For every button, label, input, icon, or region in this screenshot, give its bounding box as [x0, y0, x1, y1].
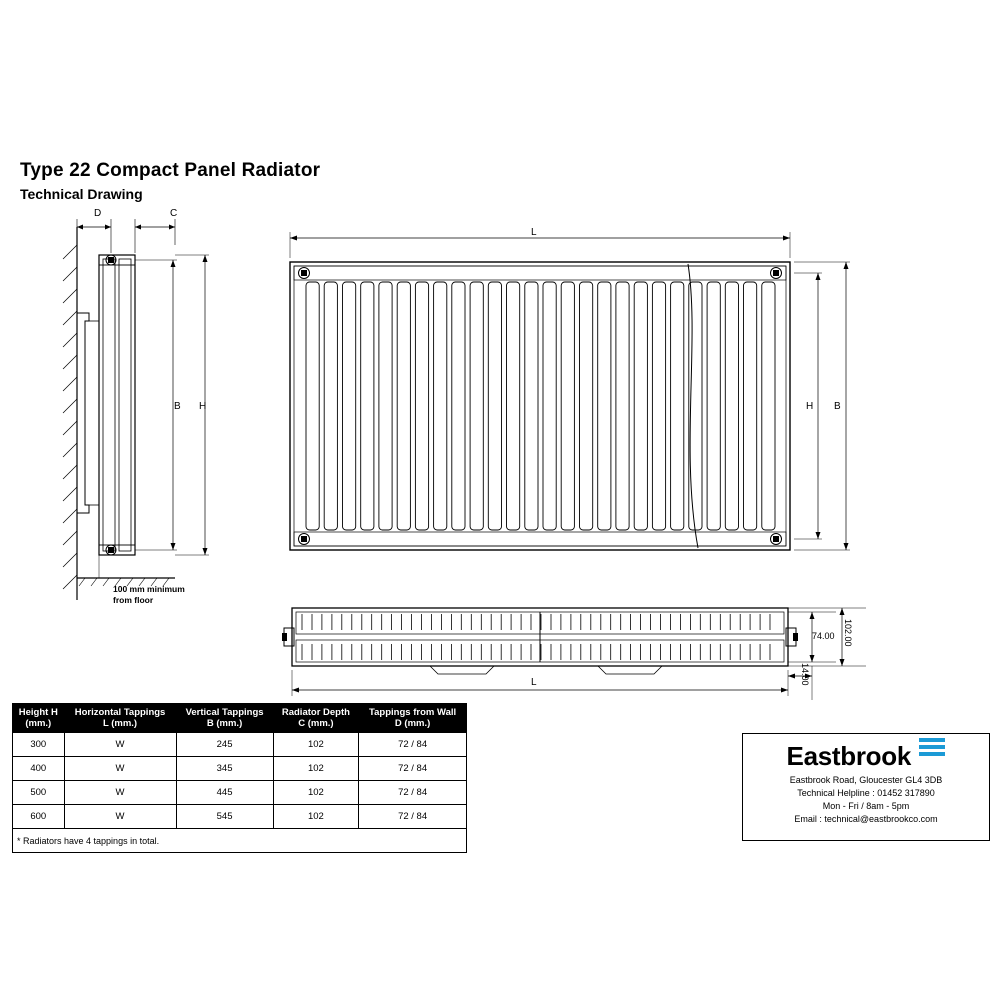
col-head-line2: (mm.): [25, 718, 52, 729]
cell-height: 600: [13, 805, 65, 829]
cell-wall: 72 / 84: [359, 757, 467, 781]
table-row: [13, 733, 467, 757]
brand-hours: Mon - Fri / 8am - 5pm: [822, 801, 910, 811]
brand-email: Email : technical@eastbrookco.com: [794, 814, 938, 824]
side-view-drawing: [55, 205, 305, 625]
floor-clearance-note: [113, 584, 185, 606]
floor-note-line-1: 100 mm minimum: [113, 584, 185, 594]
table-header-row: [13, 704, 467, 733]
col-head-line1: Horizontal Tappings: [74, 707, 166, 718]
page-title: Type 22 Compact Panel Radiator: [20, 160, 321, 181]
cell-height: 400: [13, 757, 65, 781]
column-header-vertical-tappings: [176, 704, 273, 733]
dimension-label-74: 74.00: [812, 631, 835, 641]
specification-table: [12, 703, 467, 853]
dimension-label-102: 102.00: [843, 619, 853, 647]
cell-depth: 102: [273, 757, 359, 781]
table-footnote: * Radiators have 4 tappings in total.: [13, 829, 467, 853]
column-header-horizontal-tappings: [64, 704, 176, 733]
col-head-line1: Height H: [18, 707, 58, 718]
cell-horizontal: W: [64, 733, 176, 757]
floor-note-line-2: from floor: [113, 595, 154, 605]
col-head-line1: Vertical Tappings: [185, 707, 264, 718]
dimension-label-h-side: H: [199, 401, 207, 412]
cell-height: 300: [13, 733, 65, 757]
table-row: [13, 781, 467, 805]
brand-logo: [743, 734, 989, 772]
col-head-line1: Radiator Depth: [281, 707, 350, 718]
cell-horizontal: W: [64, 757, 176, 781]
cell-wall: 72 / 84: [359, 781, 467, 805]
cell-horizontal: W: [64, 781, 176, 805]
cell-wall: 72 / 84: [359, 805, 467, 829]
cell-depth: 102: [273, 781, 359, 805]
cell-vertical: 545: [176, 805, 273, 829]
dimension-label-c: C: [170, 208, 178, 219]
column-header-tappings-from-wall: [359, 704, 467, 733]
column-header-radiator-depth: [273, 704, 359, 733]
front-view-drawing: [280, 250, 900, 590]
plan-view-drawing: [280, 600, 900, 720]
brand-address: Eastbrook Road, Gloucester GL4 3DB: [789, 775, 943, 785]
col-head-line2: C (mm.): [298, 718, 334, 729]
cell-height: 500: [13, 781, 65, 805]
col-head-line2: B (mm.): [206, 718, 243, 729]
cell-depth: 102: [273, 733, 359, 757]
cell-vertical: 345: [176, 757, 273, 781]
col-head-line2: D (mm.): [394, 718, 431, 729]
table-footnote-row: [13, 829, 467, 853]
table-row: [13, 757, 467, 781]
cell-horizontal: W: [64, 805, 176, 829]
dimension-label-l-top: L: [531, 227, 537, 238]
dimension-label-h-right: H: [806, 401, 814, 412]
cell-depth: 102: [273, 805, 359, 829]
dimension-label-b-side: B: [174, 401, 181, 412]
cell-vertical: 245: [176, 733, 273, 757]
dimension-label-14: 14.00: [800, 663, 810, 686]
brand-helpline: Technical Helpline : 01452 317890: [797, 788, 935, 798]
cell-wall: 72 / 84: [359, 733, 467, 757]
brand-name: Eastbrook: [786, 741, 911, 771]
brand-contact: [743, 774, 989, 826]
cell-vertical: 445: [176, 781, 273, 805]
col-head-line2: L (mm.): [102, 718, 138, 729]
brand-block: [742, 733, 990, 841]
col-head-line1: Tappings from Wall: [369, 707, 457, 718]
column-header-height: [13, 704, 65, 733]
table-row: [13, 805, 467, 829]
dimension-label-b-right: B: [834, 401, 841, 412]
dimension-label-l-bottom: L: [531, 677, 537, 688]
dimension-label-d: D: [94, 208, 102, 219]
brand-bars-icon: [919, 738, 945, 759]
page-subtitle: Technical Drawing: [20, 186, 143, 202]
